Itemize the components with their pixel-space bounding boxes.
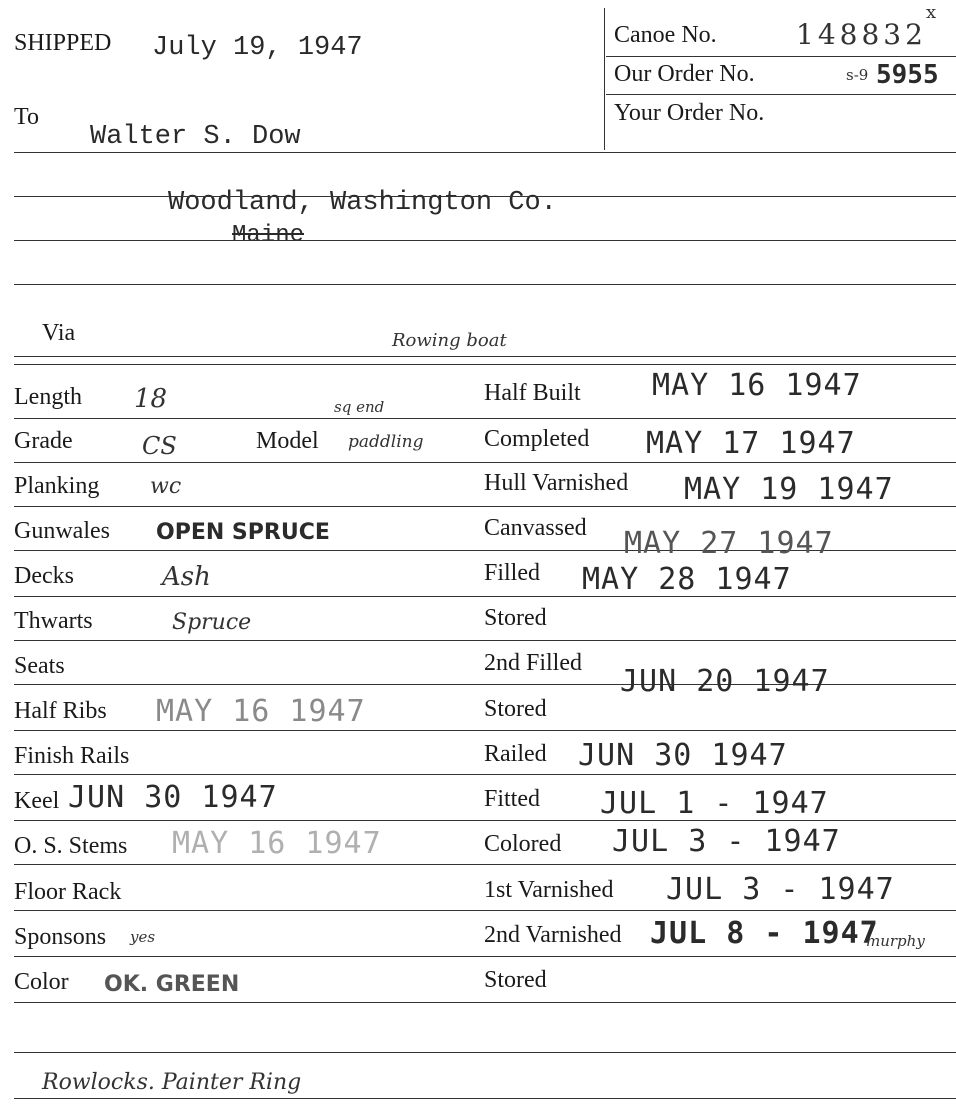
field-label-finish-rails: Finish Rails bbox=[14, 743, 130, 769]
field-value-keel: JUN 30 1947 bbox=[68, 780, 278, 815]
field-label-planking: Planking bbox=[14, 473, 100, 499]
field-value-half-ribs: MAY 16 1947 bbox=[156, 694, 366, 729]
field-value-2nd-filled: JUN 20 1947 bbox=[620, 664, 830, 699]
to-label: To bbox=[14, 104, 39, 130]
field-label-1st-varnished: 1st Varnished bbox=[484, 877, 614, 903]
field-note-2nd-varnished: murphy bbox=[866, 932, 925, 950]
field-label-2nd-filled: 2nd Filled bbox=[484, 650, 583, 676]
footer-note: Rowlocks. Painter Ring bbox=[42, 1070, 302, 1095]
field-value-1st-varnished: JUL 3 - 1947 bbox=[666, 872, 895, 907]
field-value-colored: JUL 3 - 1947 bbox=[612, 824, 841, 859]
row-rule bbox=[14, 640, 956, 641]
footer-rule-1 bbox=[14, 1052, 956, 1053]
field-label-floor-rack: Floor Rack bbox=[14, 879, 122, 905]
address-line-rule-3 bbox=[14, 284, 956, 285]
shipped-label: SHIPPED bbox=[14, 30, 112, 56]
field-label-railed: Railed bbox=[484, 741, 547, 767]
field-value-2nd-varnished: JUL 8 - 1947 bbox=[650, 916, 879, 951]
address-line-rule-1 bbox=[14, 196, 956, 197]
field-label-keel: Keel bbox=[14, 788, 60, 814]
field-label-seats: Seats bbox=[14, 653, 65, 679]
field-label-model: Model bbox=[256, 428, 319, 454]
our-order-rule bbox=[606, 94, 956, 95]
footer-rule-2 bbox=[14, 1098, 956, 1099]
field-value-decks: Ash bbox=[162, 562, 211, 592]
field-label-decks: Decks bbox=[14, 563, 74, 589]
field-label-os-stems: O. S. Stems bbox=[14, 833, 128, 859]
field-value-gunwales: OPEN SPRUCE bbox=[156, 520, 330, 545]
address-line-2: Maine bbox=[232, 222, 305, 249]
field-label-half-ribs: Half Ribs bbox=[14, 698, 107, 724]
canoe-no-value: 148832 bbox=[796, 18, 927, 51]
field-label-color: Color bbox=[14, 969, 69, 995]
our-order-label: Our Order No. bbox=[614, 61, 755, 87]
field-value-length: 18 bbox=[134, 384, 168, 414]
field-value-completed: MAY 17 1947 bbox=[646, 426, 856, 461]
field-value-half-built: MAY 16 1947 bbox=[652, 368, 862, 403]
field-label-half-built: Half Built bbox=[484, 380, 581, 406]
canoe-no-mark: x bbox=[926, 2, 937, 23]
row-rule bbox=[14, 730, 956, 731]
row-rule bbox=[14, 596, 956, 597]
address-line-1: Woodland, Washington Co. bbox=[168, 188, 557, 218]
address-line-rule-2 bbox=[14, 240, 956, 241]
field-label-stored-1: Stored bbox=[484, 605, 547, 631]
field-value-grade: CS bbox=[142, 432, 177, 460]
field-value-model: paddling bbox=[348, 432, 424, 452]
field-label-hull-varnished: Hull Varnished bbox=[484, 470, 629, 496]
field-label-canvassed: Canvassed bbox=[484, 515, 587, 541]
field-label-length: Length bbox=[14, 384, 82, 410]
field-value-planking: wc bbox=[150, 474, 182, 499]
field-label-filled: Filled bbox=[484, 560, 541, 586]
field-label-gunwales: Gunwales bbox=[14, 518, 110, 544]
via-rule bbox=[14, 356, 956, 357]
field-label-sponsons: Sponsons bbox=[14, 924, 107, 950]
field-label-stored-3: Stored bbox=[484, 967, 547, 993]
field-label-2nd-varnished: 2nd Varnished bbox=[484, 922, 622, 948]
row-rule bbox=[14, 462, 956, 463]
recipient-name: Walter S. Dow bbox=[90, 122, 301, 152]
field-label-grade: Grade bbox=[14, 428, 73, 454]
canoe-no-label: Canoe No. bbox=[614, 22, 717, 48]
field-label-thwarts: Thwarts bbox=[14, 608, 93, 634]
field-value-model-top: sq end bbox=[334, 398, 385, 416]
row-rule bbox=[14, 1002, 956, 1003]
canoe-no-rule bbox=[606, 56, 956, 57]
row-rule bbox=[14, 956, 956, 957]
field-value-thwarts: Spruce bbox=[172, 610, 252, 635]
our-order-value: 5955 bbox=[876, 60, 939, 90]
field-value-os-stems: MAY 16 1947 bbox=[172, 826, 382, 861]
row-rule bbox=[14, 774, 956, 775]
field-value-railed: JUN 30 1947 bbox=[578, 738, 788, 773]
to-line bbox=[14, 152, 956, 153]
field-value-sponsons: yes bbox=[130, 928, 156, 946]
via-value: Rowing boat bbox=[392, 330, 507, 351]
field-value-canvassed: MAY 27 1947 bbox=[624, 526, 834, 561]
field-value-filled: MAY 28 1947 bbox=[582, 562, 792, 597]
field-value-color: OK. GREEN bbox=[104, 972, 240, 997]
field-value-fitted: JUL 1 - 1947 bbox=[600, 786, 829, 821]
row-rule bbox=[14, 910, 956, 911]
row-rule bbox=[14, 418, 956, 419]
header-box-divider bbox=[604, 8, 605, 150]
via-rule-double bbox=[14, 364, 956, 365]
via-label: Via bbox=[42, 320, 76, 346]
your-order-label: Your Order No. bbox=[614, 100, 765, 126]
field-label-completed: Completed bbox=[484, 426, 590, 452]
field-label-colored: Colored bbox=[484, 831, 562, 857]
row-rule bbox=[14, 864, 956, 865]
field-label-fitted: Fitted bbox=[484, 786, 541, 812]
our-order-prefix: s-9 bbox=[846, 66, 869, 84]
shipped-date: July 19, 1947 bbox=[152, 33, 363, 63]
field-label-stored-2: Stored bbox=[484, 696, 547, 722]
field-value-hull-varnished: MAY 19 1947 bbox=[684, 472, 894, 507]
